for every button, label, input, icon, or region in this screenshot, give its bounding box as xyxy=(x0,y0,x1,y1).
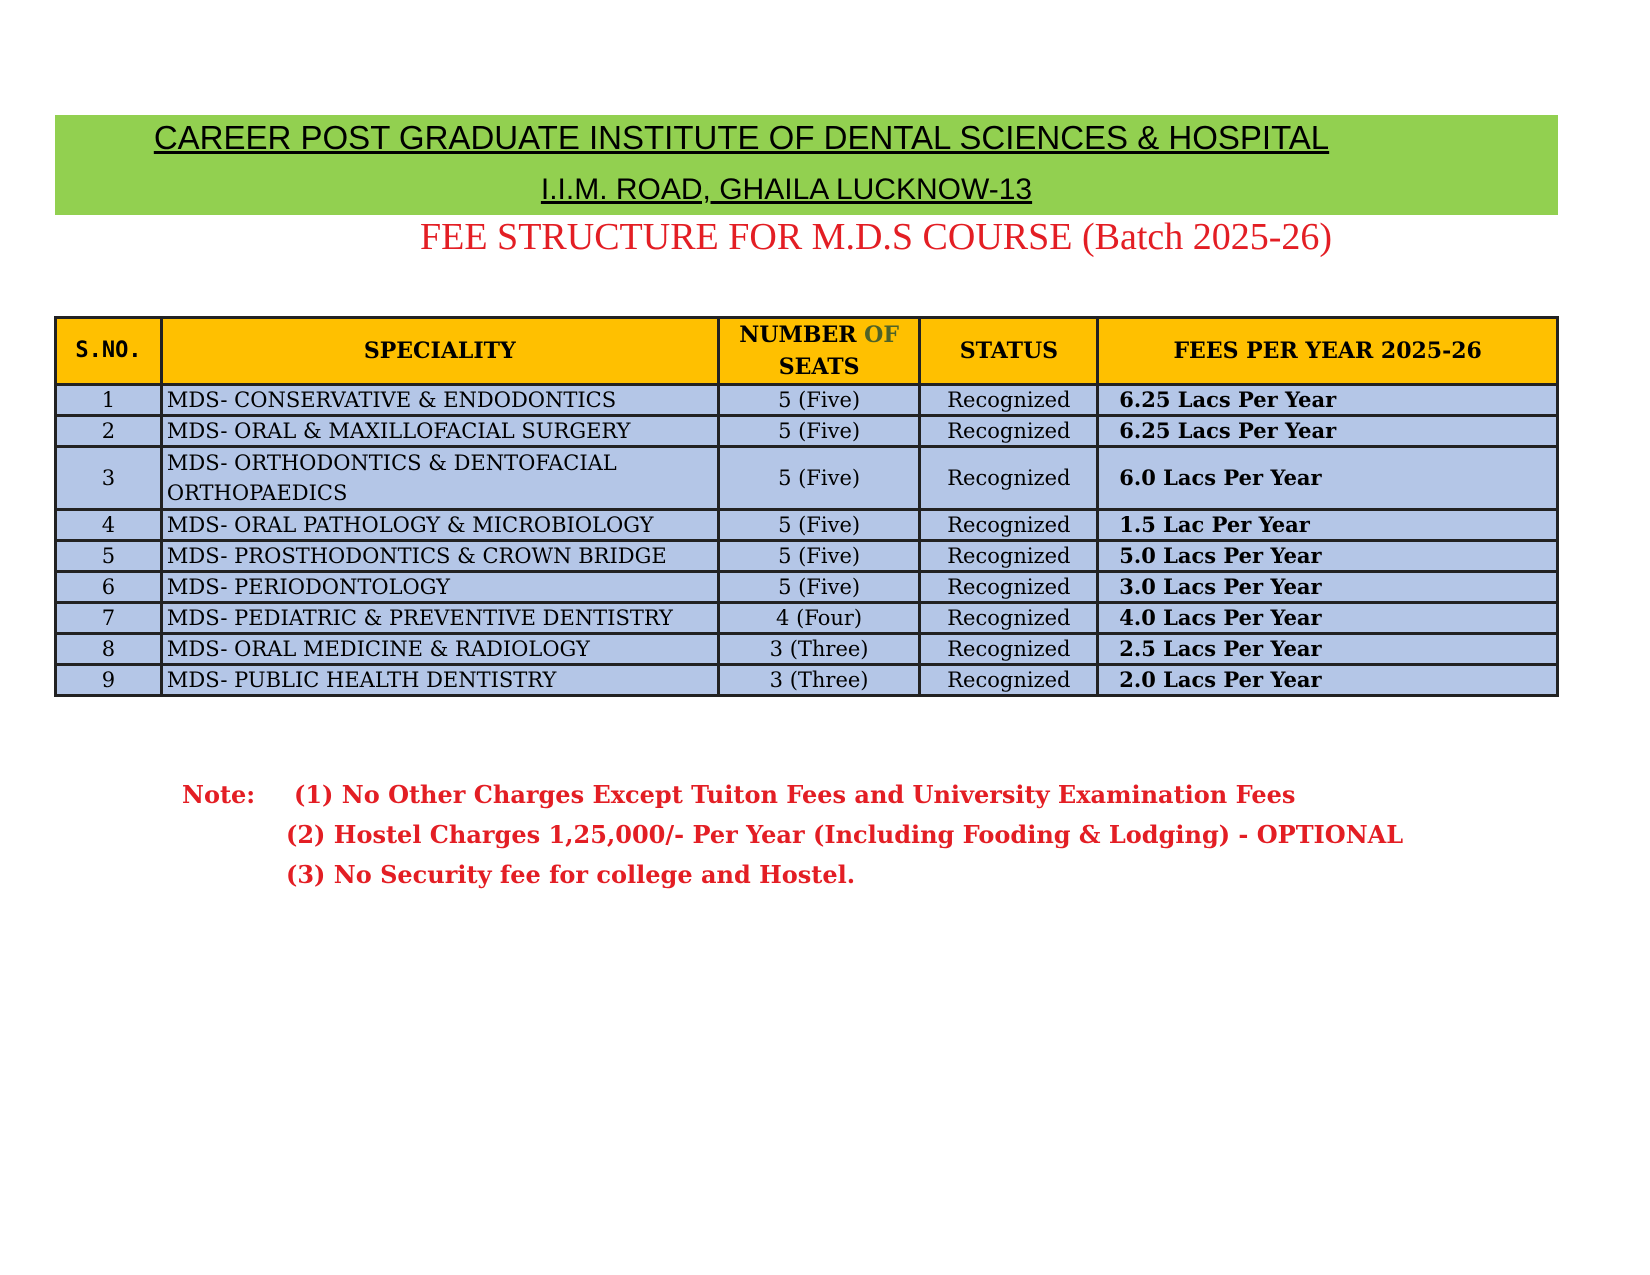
cell-status: Recognized xyxy=(920,541,1098,572)
cell-speciality: MDS- PROSTHODONTICS & CROWN BRIDGE xyxy=(161,541,718,572)
institute-name: CAREER POST GRADUATE INSTITUTE OF DENTAL SCIENCES & HOSPITAL xyxy=(153,119,1330,156)
table-row xyxy=(56,416,1558,447)
cell-sno: 2 xyxy=(56,416,162,447)
header-seats-of: OF xyxy=(864,322,899,348)
cell-fees: 4.0 Lacs Per Year xyxy=(1098,603,1558,634)
cell-status: Recognized xyxy=(920,572,1098,603)
fee-table xyxy=(54,316,1559,697)
note-text: (3) No Security fee for college and Hostel. xyxy=(286,860,856,889)
note-row xyxy=(182,775,1482,815)
table-row xyxy=(56,541,1558,572)
cell-status: Recognized xyxy=(920,665,1098,696)
cell-speciality: MDS- PUBLIC HEALTH DENTISTRY xyxy=(161,665,718,696)
cell-seats: 5 (Five) xyxy=(718,510,920,541)
cell-seats: 4 (Four) xyxy=(718,603,920,634)
table-header-row xyxy=(56,318,1558,385)
table-row xyxy=(56,603,1558,634)
header-seats xyxy=(718,318,920,385)
cell-seats: 5 (Five) xyxy=(718,447,920,510)
cell-sno: 6 xyxy=(56,572,162,603)
cell-seats: 5 (Five) xyxy=(718,416,920,447)
cell-sno: 7 xyxy=(56,603,162,634)
cell-speciality: MDS- ORAL PATHOLOGY & MICROBIOLOGY xyxy=(161,510,718,541)
notes-section xyxy=(182,775,1482,895)
table-row xyxy=(56,447,1558,510)
cell-speciality: MDS- PEDIATRIC & PREVENTIVE DENTISTRY xyxy=(161,603,718,634)
table-row xyxy=(56,572,1558,603)
cell-sno: 1 xyxy=(56,385,162,416)
header-sno: S.NO. xyxy=(56,318,162,385)
table-row xyxy=(56,634,1558,665)
institute-address: I.I.M. ROAD, GHAILA LUCKNOW-13 xyxy=(540,173,1033,206)
cell-fees: 2.0 Lacs Per Year xyxy=(1098,665,1558,696)
table-row xyxy=(56,665,1558,696)
fee-structure-title: FEE STRUCTURE FOR M.D.S COURSE (Batch 2025-26) xyxy=(420,216,1333,258)
cell-seats: 5 (Five) xyxy=(718,541,920,572)
cell-fees: 6.0 Lacs Per Year xyxy=(1098,447,1558,510)
cell-status: Recognized xyxy=(920,447,1098,510)
note-row xyxy=(182,855,1482,895)
note-label: Note: xyxy=(182,780,256,809)
cell-sno: 4 xyxy=(56,510,162,541)
cell-status: Recognized xyxy=(920,603,1098,634)
cell-fees: 2.5 Lacs Per Year xyxy=(1098,634,1558,665)
cell-status: Recognized xyxy=(920,385,1098,416)
cell-fees: 5.0 Lacs Per Year xyxy=(1098,541,1558,572)
cell-speciality: MDS- ORAL & MAXILLOFACIAL SURGERY xyxy=(161,416,718,447)
table-row xyxy=(56,385,1558,416)
cell-fees: 6.25 Lacs Per Year xyxy=(1098,416,1558,447)
header-seats-seats: SEATS xyxy=(778,354,860,380)
cell-fees: 1.5 Lac Per Year xyxy=(1098,510,1558,541)
note-row xyxy=(182,815,1482,855)
table-row xyxy=(56,510,1558,541)
header-fees: FEES PER YEAR 2025-26 xyxy=(1098,318,1558,385)
cell-seats: 3 (Three) xyxy=(718,665,920,696)
cell-sno: 8 xyxy=(56,634,162,665)
cell-speciality: MDS- ORTHODONTICS & DENTOFACIAL ORTHOPAEDICS xyxy=(161,447,718,510)
institute-banner xyxy=(55,115,1558,215)
header-speciality: SPECIALITY xyxy=(161,318,718,385)
cell-fees: 6.25 Lacs Per Year xyxy=(1098,385,1558,416)
header-seats-number: NUMBER xyxy=(739,322,857,348)
cell-seats: 3 (Three) xyxy=(718,634,920,665)
header-status: STATUS xyxy=(920,318,1098,385)
note-text: (1) No Other Charges Except Tuiton Fees and University Examination Fees xyxy=(294,780,1296,809)
cell-sno: 9 xyxy=(56,665,162,696)
cell-status: Recognized xyxy=(920,510,1098,541)
cell-status: Recognized xyxy=(920,634,1098,665)
cell-status: Recognized xyxy=(920,416,1098,447)
cell-sno: 5 xyxy=(56,541,162,572)
cell-seats: 5 (Five) xyxy=(718,572,920,603)
cell-fees: 3.0 Lacs Per Year xyxy=(1098,572,1558,603)
cell-speciality: MDS- ORAL MEDICINE & RADIOLOGY xyxy=(161,634,718,665)
cell-sno: 3 xyxy=(56,447,162,510)
cell-seats: 5 (Five) xyxy=(718,385,920,416)
note-text: (2) Hostel Charges 1,25,000/- Per Year (Including Fooding & Lodging) - OPTIONAL xyxy=(286,820,1404,849)
cell-speciality: MDS- PERIODONTOLOGY xyxy=(161,572,718,603)
cell-speciality: MDS- CONSERVATIVE & ENDODONTICS xyxy=(161,385,718,416)
